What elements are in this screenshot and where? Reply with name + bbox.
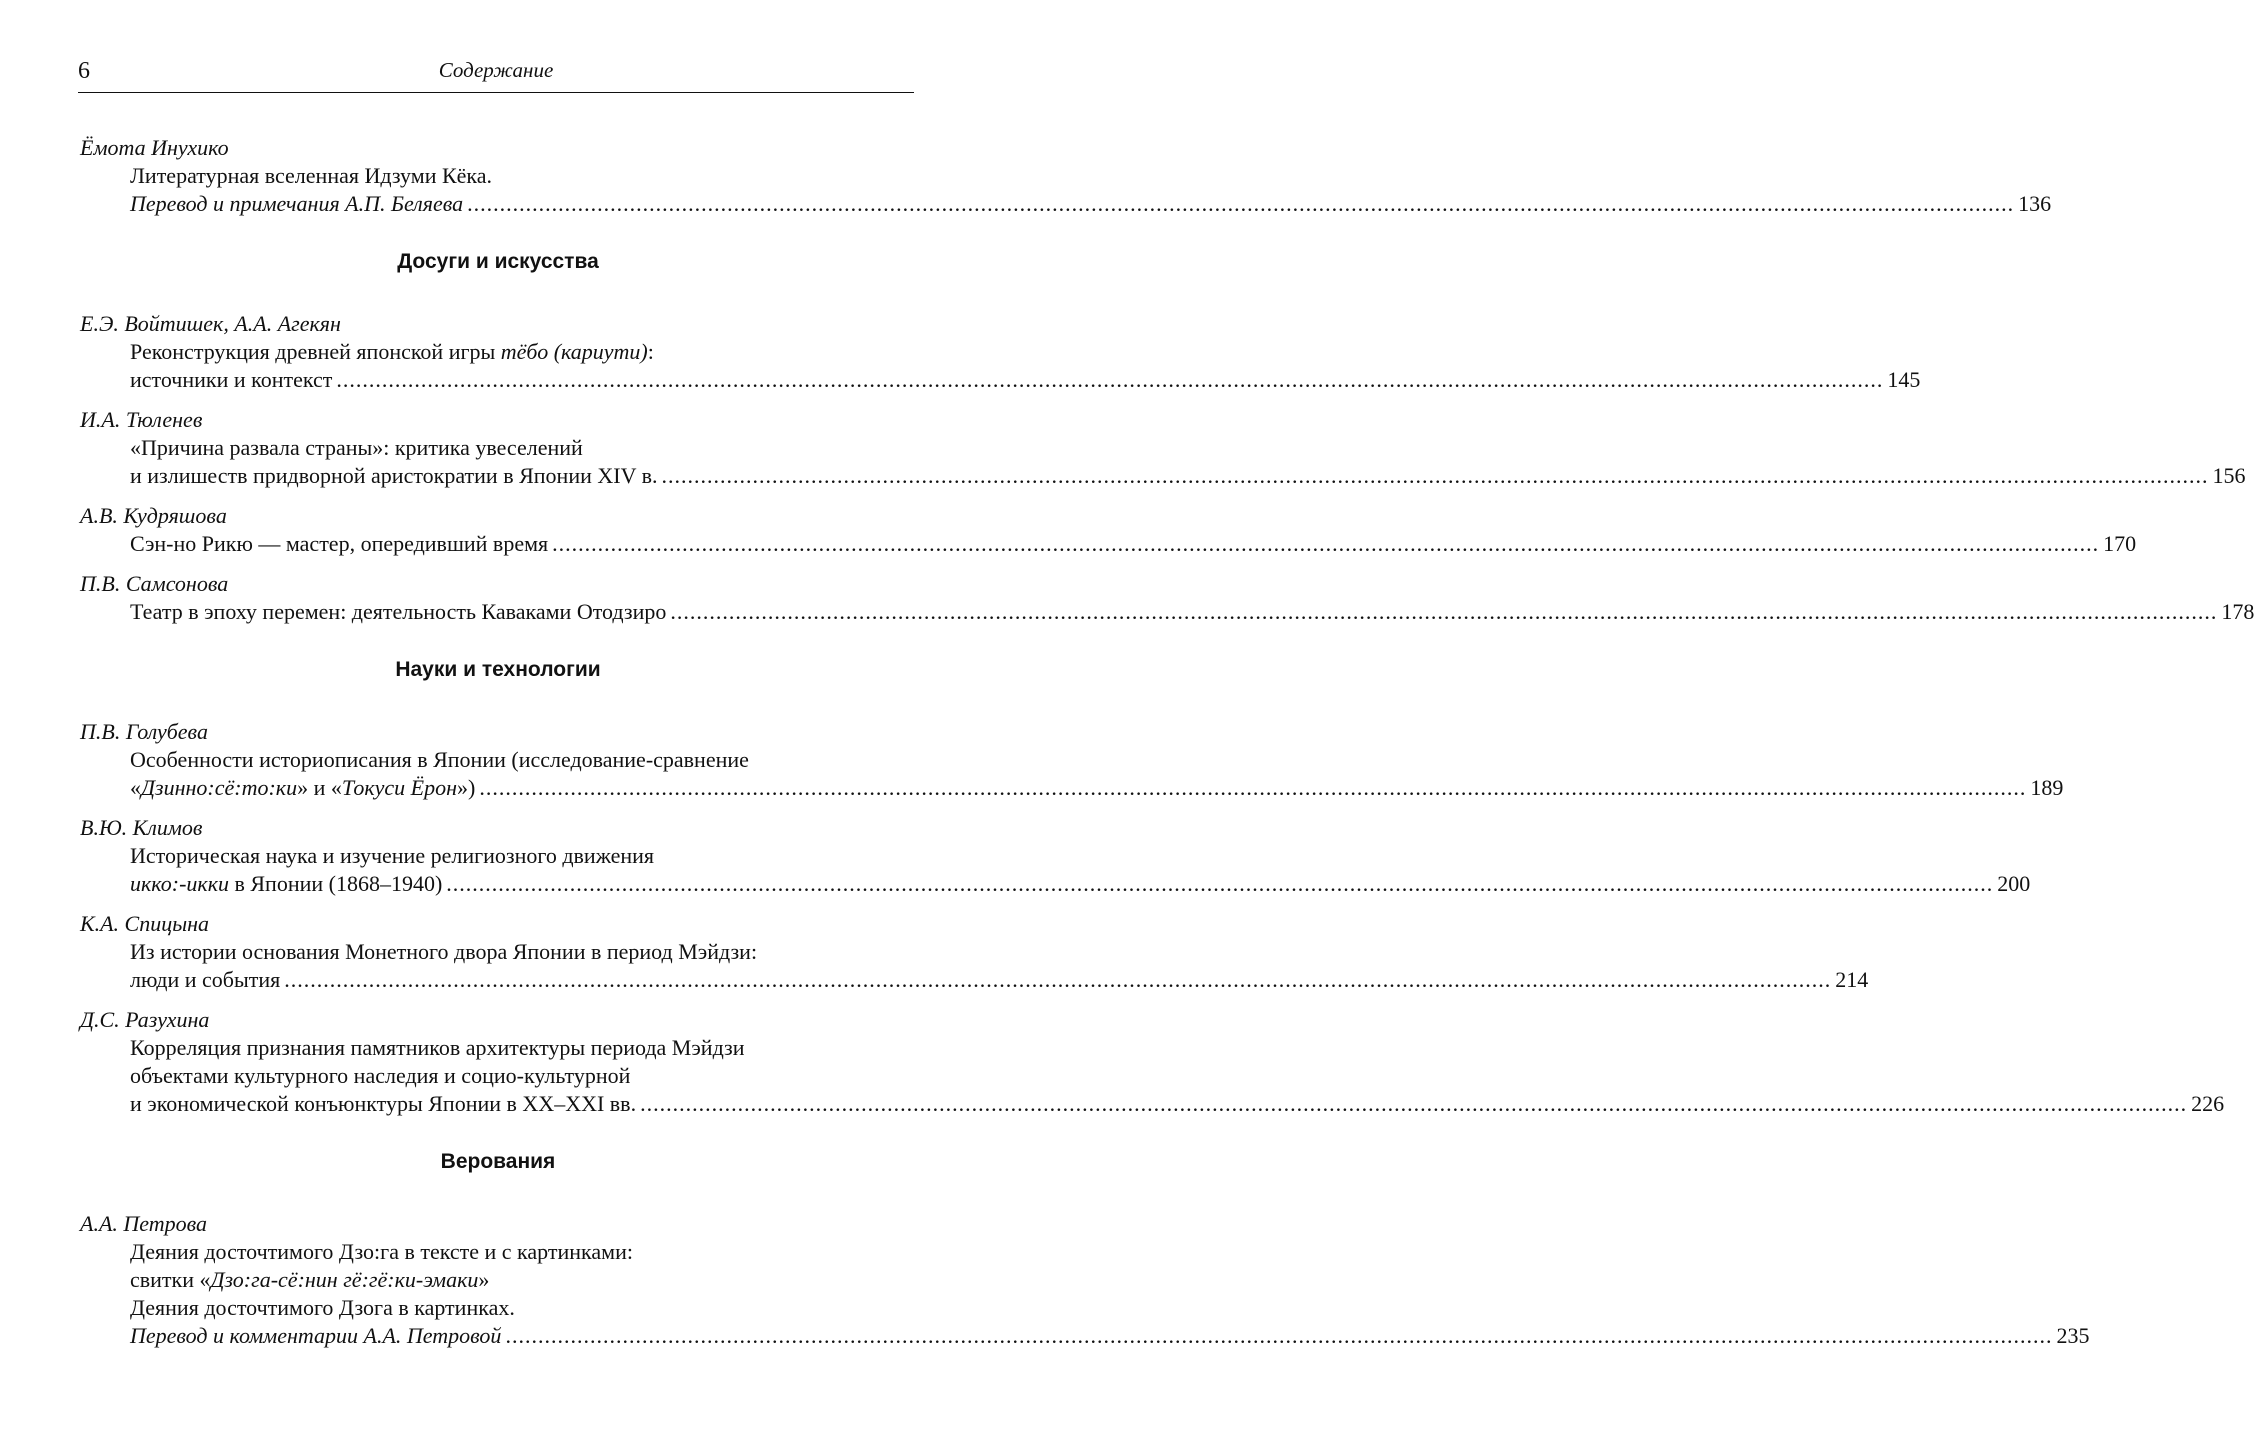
- entry-author: Е.Э. Войтишек, А.А. Агекян: [80, 311, 341, 336]
- title-segment-italic: Дзинно:сё:то:ки: [141, 775, 298, 800]
- entry-title-line: Корреляция признания памятников архитектуры периода Мэйдзи: [130, 1035, 745, 1060]
- section-heading: Досуги и искусства: [397, 250, 599, 273]
- entry-page-number: 189: [2030, 775, 2064, 800]
- entry-page-number: 170: [2103, 531, 2137, 556]
- header-rule: [78, 92, 914, 93]
- entry-page-number: 226: [2191, 1091, 2225, 1116]
- entry-page-number: 136: [2018, 191, 2052, 216]
- entry-title-line: [80, 530, 2137, 558]
- toc-entry: [80, 310, 1921, 394]
- title-segment: [130, 774, 475, 802]
- entry-title-line: [80, 462, 2246, 490]
- entry-author: П.В. Голубева: [80, 719, 208, 744]
- leader-dots: ..............................................................................................................................................................................................................................................: [467, 191, 2015, 216]
- title-segment-italic: Токуси Ёрон: [341, 775, 458, 800]
- title-segment: Сэн-но Рикю — мастер, опередивший время: [130, 531, 549, 556]
- entry-page-number: 214: [1835, 967, 1869, 992]
- entry-author: А.В. Кудряшова: [80, 503, 227, 528]
- title-segment: Театр в эпоху перемен: деятельность Каваками Отодзиро: [130, 599, 667, 624]
- title-segment: «: [130, 775, 141, 800]
- entry-author: Д.С. Разухина: [80, 1007, 210, 1032]
- entry-title-line: [80, 1266, 916, 1294]
- title-segment-italic: икко:-икки: [130, 871, 229, 896]
- leader-dots: ..............................................................................................................................................................................................................................................: [505, 1323, 2053, 1348]
- entry-title-line: Особенности историописания в Японии (исследование-сравнение: [130, 747, 749, 772]
- toc-entry: [80, 1006, 2225, 1118]
- title-segment: [130, 870, 442, 898]
- entry-page-number: 156: [2212, 463, 2246, 488]
- toc-entry: [80, 570, 2254, 626]
- toc-entry: [80, 134, 2052, 218]
- leader-dots: ..............................................................................................................................................................................................................................................: [336, 367, 1884, 392]
- entry-title-line: Литературная вселенная Идзуми Кёка.: [130, 163, 493, 188]
- entry-author: И.А. Тюленев: [80, 407, 203, 432]
- entry-translator: Перевод и примечания А.П. Беляева: [130, 191, 464, 216]
- entry-title-line: Деяния досточтимого Дзога в картинках.: [130, 1295, 515, 1320]
- entry-page-number: 235: [2056, 1323, 2090, 1348]
- title-segment: Реконструкция древней японской игры: [130, 339, 501, 364]
- leader-dots: ..............................................................................................................................................................................................................................................: [640, 1091, 2188, 1116]
- leader-dots: ..............................................................................................................................................................................................................................................: [446, 871, 1994, 896]
- section-heading: Верования: [440, 1150, 556, 1173]
- table-of-contents: [80, 134, 2254, 1362]
- page-number: 6: [78, 58, 90, 84]
- leader-dots: ..............................................................................................................................................................................................................................................: [552, 531, 2100, 556]
- entry-author: В.Ю. Климов: [80, 815, 203, 840]
- entry-title-line: [80, 598, 2254, 626]
- page-header: [78, 58, 914, 92]
- entry-title-line: [80, 366, 1921, 394]
- entry-title-line: объектами культурного наследия и социо-культурной: [130, 1063, 631, 1088]
- entry-author: А.А. Петрова: [80, 1211, 208, 1236]
- entry-title-line: «Причина развала страны»: критика увеселений: [130, 435, 583, 460]
- section-heading: Науки и технологии: [395, 658, 601, 681]
- title-segment: в Японии (1868–1940): [228, 871, 443, 896]
- toc-entry: [80, 502, 2137, 558]
- running-title: Содержание: [438, 58, 554, 82]
- title-segment: »: [478, 1267, 490, 1292]
- entry-author: К.А. Спицына: [80, 911, 210, 936]
- toc-entry: [80, 406, 2246, 490]
- title-segment: источники и контекст: [130, 367, 333, 392]
- toc-entry: [80, 910, 1869, 994]
- entry-title-line: [80, 338, 916, 366]
- entry-title-line: Историческая наука и изучение религиозного движения: [130, 843, 655, 868]
- leader-dots: ..............................................................................................................................................................................................................................................: [479, 775, 2027, 800]
- entry-author: Ёмота Инухико: [80, 135, 229, 160]
- entry-title-line: [80, 1322, 2090, 1350]
- entry-title-line: Деяния досточтимого Дзо:га в тексте и с картинками:: [130, 1239, 633, 1264]
- entry-title-line: Из истории основания Монетного двора Японии в период Мэйдзи:: [130, 939, 758, 964]
- leader-dots: ..............................................................................................................................................................................................................................................: [670, 599, 2218, 624]
- title-segment: люди и события: [130, 967, 281, 992]
- entry-page-number: 178: [2221, 599, 2254, 624]
- entry-title-line: [80, 1090, 2225, 1118]
- title-segment: свитки «: [130, 1267, 211, 1292]
- title-segment: и экономической конъюнктуры Японии в XX–XXI вв.: [130, 1091, 637, 1116]
- entry-page-number: 200: [1997, 871, 2031, 896]
- leader-dots: ..............................................................................................................................................................................................................................................: [284, 967, 1832, 992]
- title-segment: и излишеств придворной аристократии в Японии XIV в.: [130, 463, 658, 488]
- entry-title-line: [80, 190, 2052, 218]
- title-segment: »): [457, 775, 476, 800]
- entry-title-line: [80, 870, 2031, 898]
- entry-title-line: [80, 966, 1869, 994]
- title-segment-italic: тёбо (кариути): [500, 339, 648, 364]
- toc-entry: [80, 814, 2031, 898]
- entry-title-line: [80, 774, 2064, 802]
- toc-entry: [80, 1210, 2090, 1350]
- title-segment: :: [647, 339, 654, 364]
- title-segment-italic: Дзо:га-сё:нин гё:гё:ки-эмаки: [210, 1267, 479, 1292]
- entry-page-number: 145: [1887, 367, 1921, 392]
- toc-entry: [80, 718, 2064, 802]
- entry-author: П.В. Самсонова: [80, 571, 229, 596]
- title-segment: » и «: [297, 775, 342, 800]
- leader-dots: ..............................................................................................................................................................................................................................................: [661, 463, 2209, 488]
- entry-translator: Перевод и комментарии А.А. Петровой: [130, 1323, 502, 1348]
